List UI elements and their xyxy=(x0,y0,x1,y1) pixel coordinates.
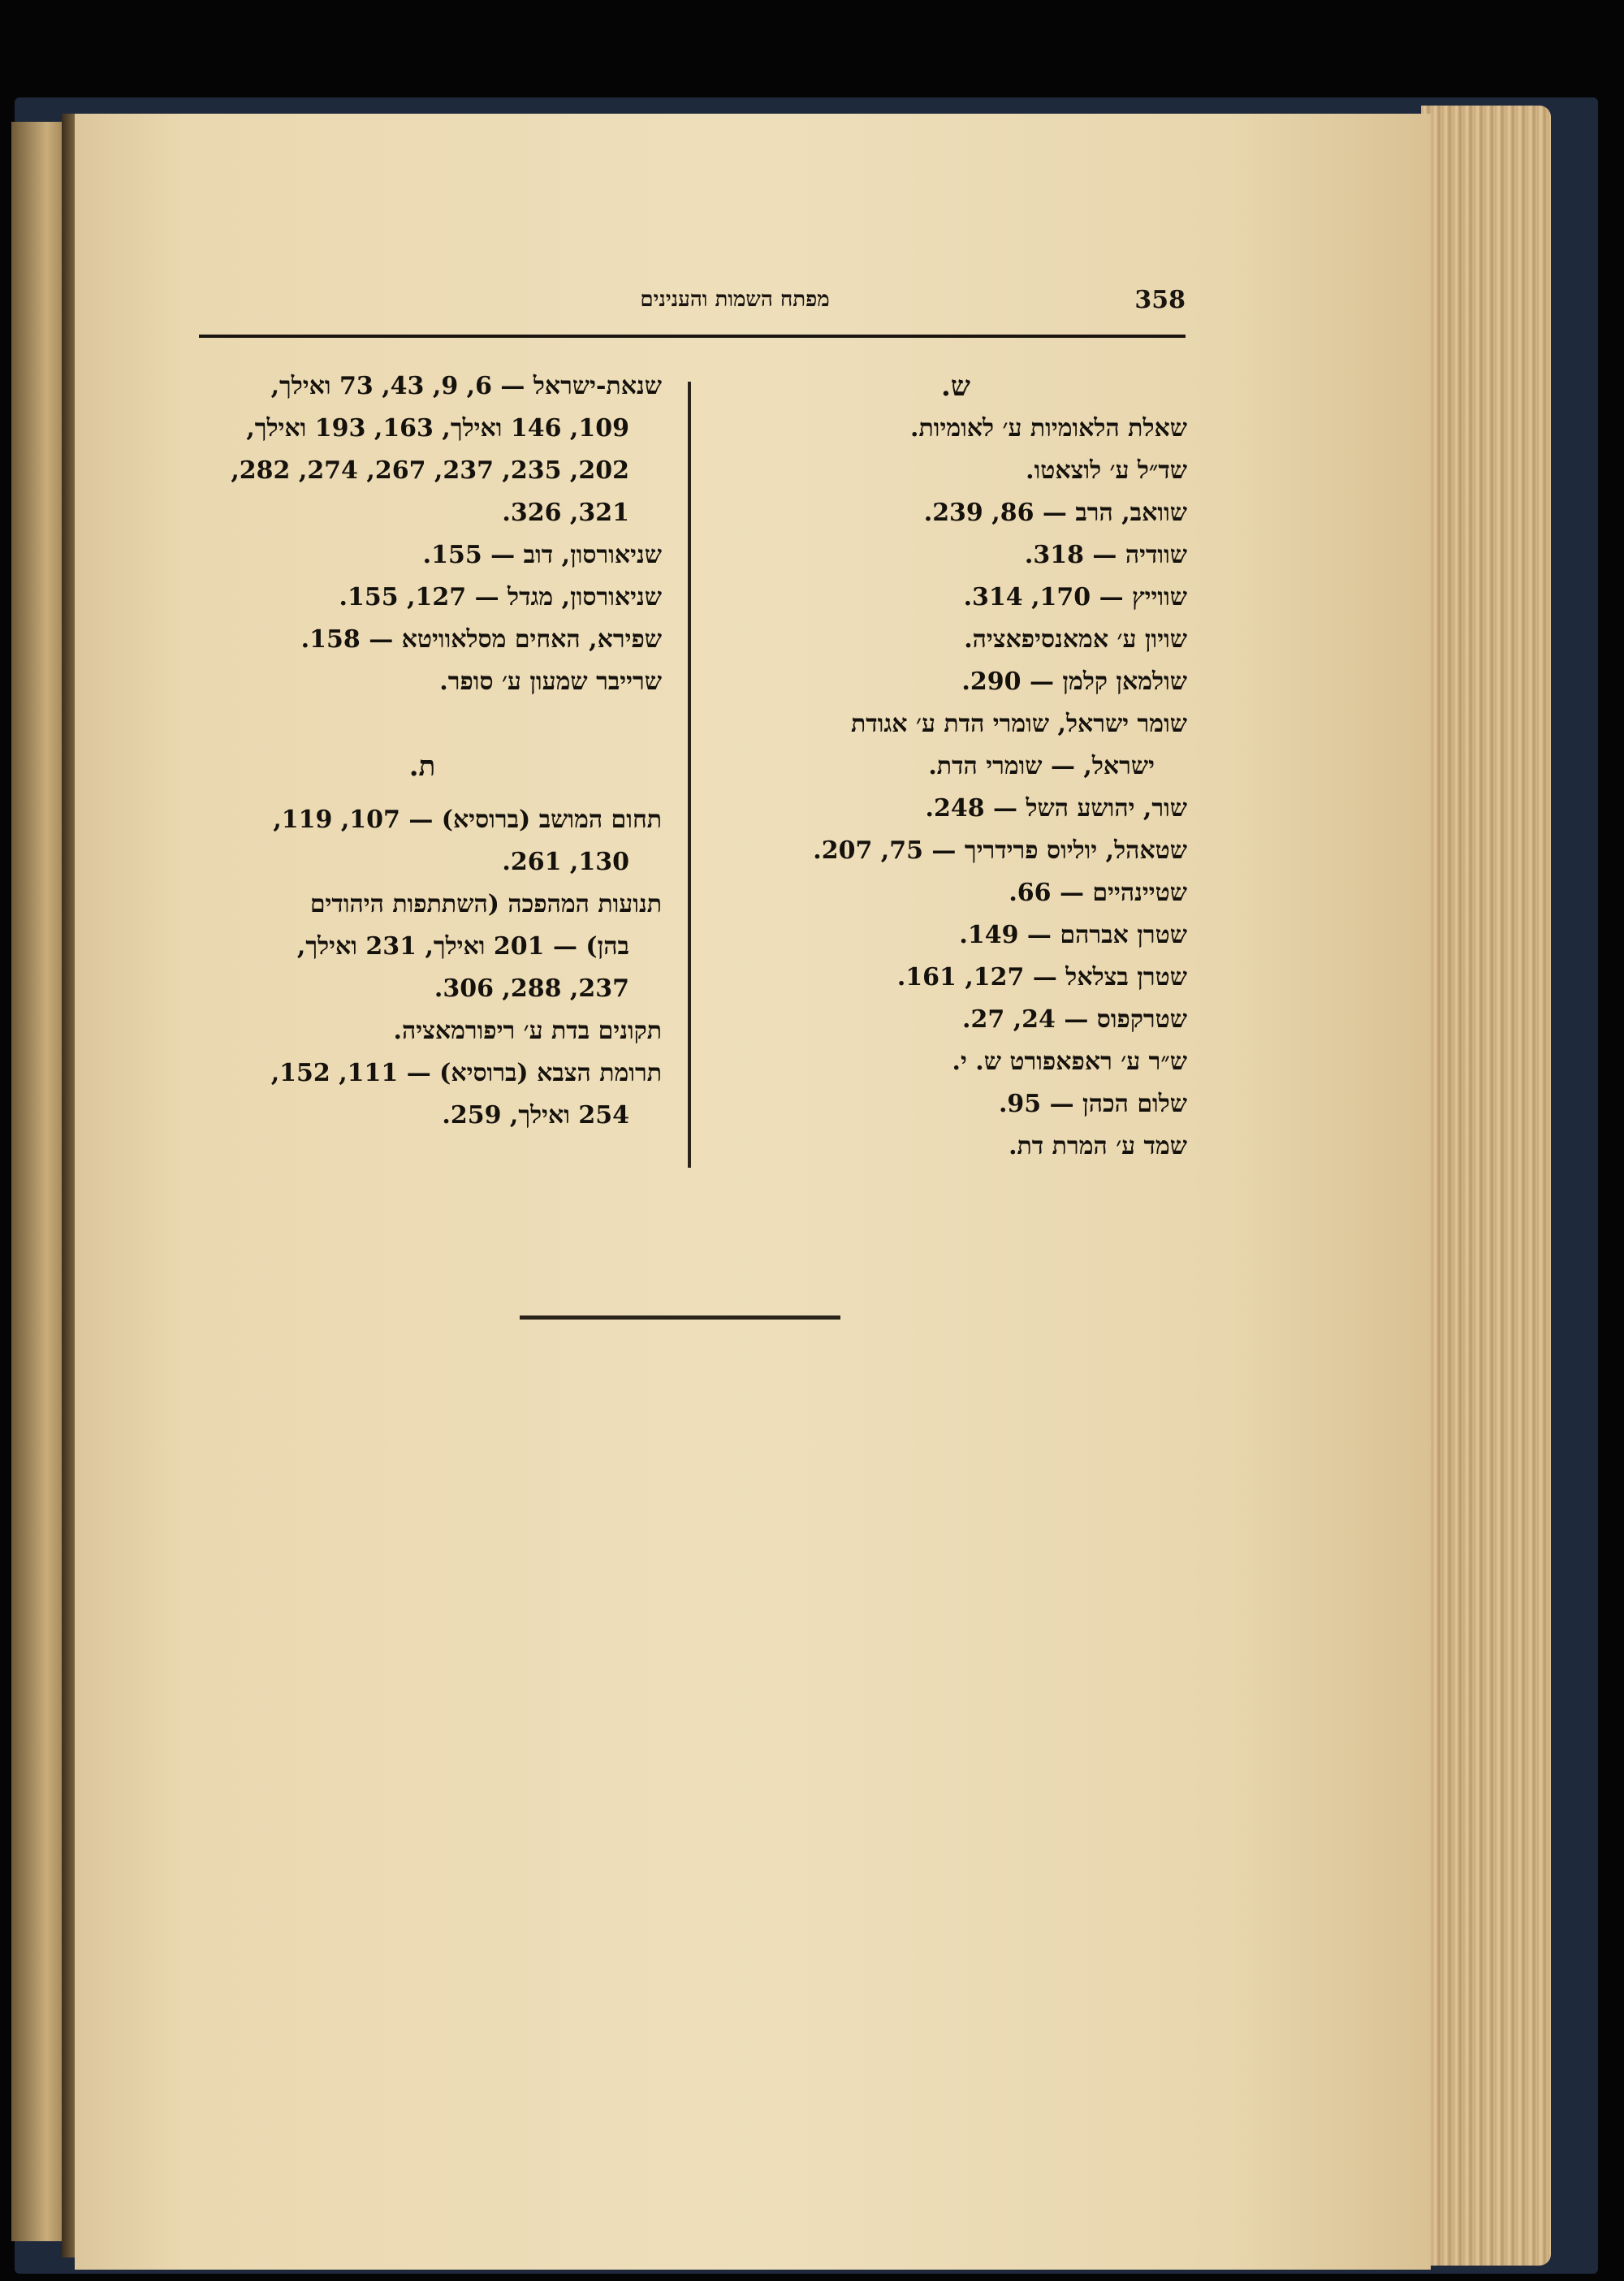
page-edges xyxy=(1421,106,1551,2266)
index-entry-continuation: 130, 261. xyxy=(502,848,629,876)
index-entry: שטרן בצלאל — 127, 161. xyxy=(896,963,1187,991)
index-entry: שטאהל, יוליוס פרידריך — 75, 207. xyxy=(813,836,1187,865)
index-entry: שרייבר שמעון ע׳ סופר. xyxy=(439,667,662,696)
column-divider xyxy=(688,382,691,1168)
running-header xyxy=(199,276,1186,349)
section-letter-tav: ת. xyxy=(408,750,436,783)
index-entry: תחום המושב (ברוסיא) — 107, 119, xyxy=(273,806,662,834)
index-entry: תנועות המהפכה (השתתפות היהודים xyxy=(309,890,662,918)
index-entry: שטיינהיים — 66. xyxy=(1009,879,1187,907)
index-entry: שולמאן קלמן — 290. xyxy=(961,667,1187,696)
section-letter-shin: ש. xyxy=(941,370,970,403)
index-entry-continuation: 321, 326. xyxy=(502,499,629,527)
index-entry: תרומת הצבא (ברוסיא) — 111, 152, xyxy=(270,1059,662,1087)
index-entry: שומר ישראל, שומרי הדת ע׳ אגודת xyxy=(851,710,1187,738)
facing-page-edge xyxy=(11,122,62,2241)
index-entry: שד״ל ע׳ לוצאטו. xyxy=(1026,456,1187,485)
index-entry: שנאת-ישראל — 6, 9, 43, 73 ואילך, xyxy=(270,372,662,400)
running-title: מפתח השמות והענינים xyxy=(640,287,830,312)
index-entry: שויון ע׳ אמאנסיפאציה. xyxy=(964,625,1187,654)
end-of-index-rule xyxy=(520,1315,840,1320)
index-entry: שווייץ — 170, 314. xyxy=(963,583,1187,611)
page-number: 358 xyxy=(1134,286,1186,314)
index-entry: שטרקפוס — 24, 27. xyxy=(962,1005,1187,1034)
index-entry: שלום הכהן — 95. xyxy=(998,1090,1187,1118)
index-entry: שפירא, האחים מסלאוויטא — 158. xyxy=(300,625,662,654)
index-entry: שניאורסון, מגדל — 127, 155. xyxy=(339,583,662,611)
index-entry: ש״ר ע׳ ראפאפורט ש. י. xyxy=(952,1048,1187,1076)
index-entry: שמד ע׳ המרת דת. xyxy=(1009,1132,1187,1160)
index-column-left xyxy=(183,365,662,1137)
index-entry: שטרן אברהם — 149. xyxy=(959,921,1187,949)
index-entry-continuation: 237, 288, 306. xyxy=(434,974,629,1003)
index-entry-continuation: בהן) — 201 ואילך, 231 ואילך, xyxy=(296,932,629,961)
index-entry: שאלת הלאומיות ע׳ לאומיות. xyxy=(910,414,1187,443)
index-entry: שוואב, הרב — 86, 239. xyxy=(923,499,1187,527)
index-entry-continuation: 254 ואילך, 259. xyxy=(442,1101,629,1130)
index-entry: שניאורסון, דוב — 155. xyxy=(422,541,662,569)
index-entry-continuation: 202, 235, 237, 267, 274, 282, xyxy=(231,456,629,485)
index-entry: שור, יהושע השל — 248. xyxy=(925,794,1187,823)
header-rule xyxy=(199,335,1186,338)
index-entry-continuation: 109, 146 ואילך, 163, 193 ואילך, xyxy=(246,414,629,443)
index-column-right xyxy=(724,365,1187,1168)
index-entry-continuation: ישראל, — שומרי הדת. xyxy=(928,752,1155,780)
index-entry: שוודיה — 318. xyxy=(1024,541,1187,569)
index-entry: תקונים בדת ע׳ ריפורמאציה. xyxy=(393,1017,662,1045)
